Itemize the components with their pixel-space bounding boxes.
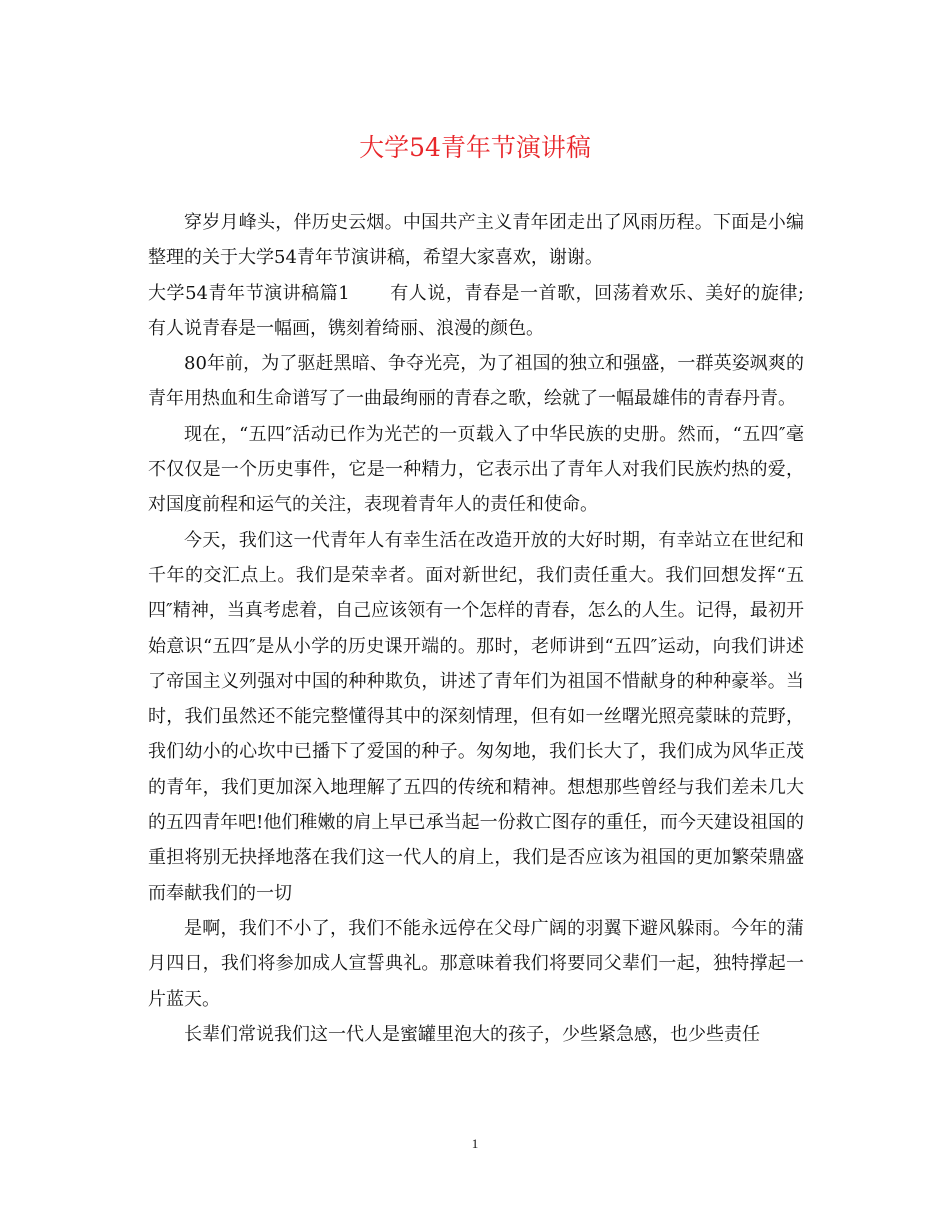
page-title: 大学54青年节演讲稿 — [359, 133, 591, 162]
speech-heading-paragraph — [148, 276, 804, 347]
paragraph-grown-up: 是啊，我们不小了，我们不能永远停在父母广阔的羽翼下避风躲雨。今年的蒲月四日，我们将参加成人宣誓典礼。那意味着我们将要同父辈们一起，独特撑起一片蓝天。 — [148, 917, 804, 1010]
paragraph-elders: 长辈们常说我们这一代人是蜜罐里泡大的孩子，少些紧急感，也少些责任 — [184, 1023, 760, 1045]
speech-heading: 大学54青年节演讲稿篇1 — [148, 282, 350, 304]
speech-opening: 有人说，青春是一首歌，回荡着欢乐、美好的旋律;有人说青春是一幅画，镌刻着绮丽、浪漫的颜色。 — [148, 282, 805, 339]
paragraph-today: 今天，我们这一代青年人有幸生活在改造开放的大好时期，有幸站立在世纪和千年的交汇点上。我们是荣幸者。面对新世纪，我们责任重大。我们回想发挥“五四″精神，当真考虑着，自己应该领有一个怎样的青春，怎么的人生。记得，最初开始意识“五四″是从小学的历史课开端的。那时，老师讲到“五四″运动，向我们讲述了帝国主义列强对中国的种种欺负，讲述了青年们为祖国不惜献身的种种豪举。当时，我们虽然还不能完整懂得其中的深刻情理，但有如一丝曙光照亮蒙昧的荒野，我们幼小的心坎中已播下了爱国的种子。匆匆地，我们长大了，我们成为风华正茂的青年，我们更加深入地理解了五四的传统和精神。想想那些曾经与我们差未几大的五四青年吧!他们稚嫩的肩上早已承当起一份救亡图存的重任，而今天建设祖国的重担将别无抉择地落在我们这一代人的肩上，我们是否应该为祖国的更加繁荣鼎盛而奉献我们的一切 — [148, 529, 804, 904]
document-body — [148, 205, 804, 1052]
paragraph-may-fourth: 现在，“五四″活动已作为光芒的一页载入了中华民族的史册。然而，“五四″毫不仅仅是一个历史事件，它是一种精力，它表示出了青年人对我们民族灼热的爱，对国度前程和运气的关注，表现着青年人的责任和使命。 — [148, 423, 804, 516]
paragraph-intro: 穿岁月峰头，伴历史云烟。中国共产主义青年团走出了风雨历程。下面是小编整理的关于大学54青年节演讲稿，希望大家喜欢，谢谢。 — [148, 212, 804, 269]
page-number: 1 — [471, 1136, 479, 1151]
paragraph-80-years: 80年前，为了驱赶黑暗、争夺光亮，为了祖国的独立和强盛，一群英姿飒爽的青年用热血和生命谱写了一曲最绚丽的青春之歌，绘就了一幅最雄伟的青春丹青。 — [148, 353, 804, 410]
